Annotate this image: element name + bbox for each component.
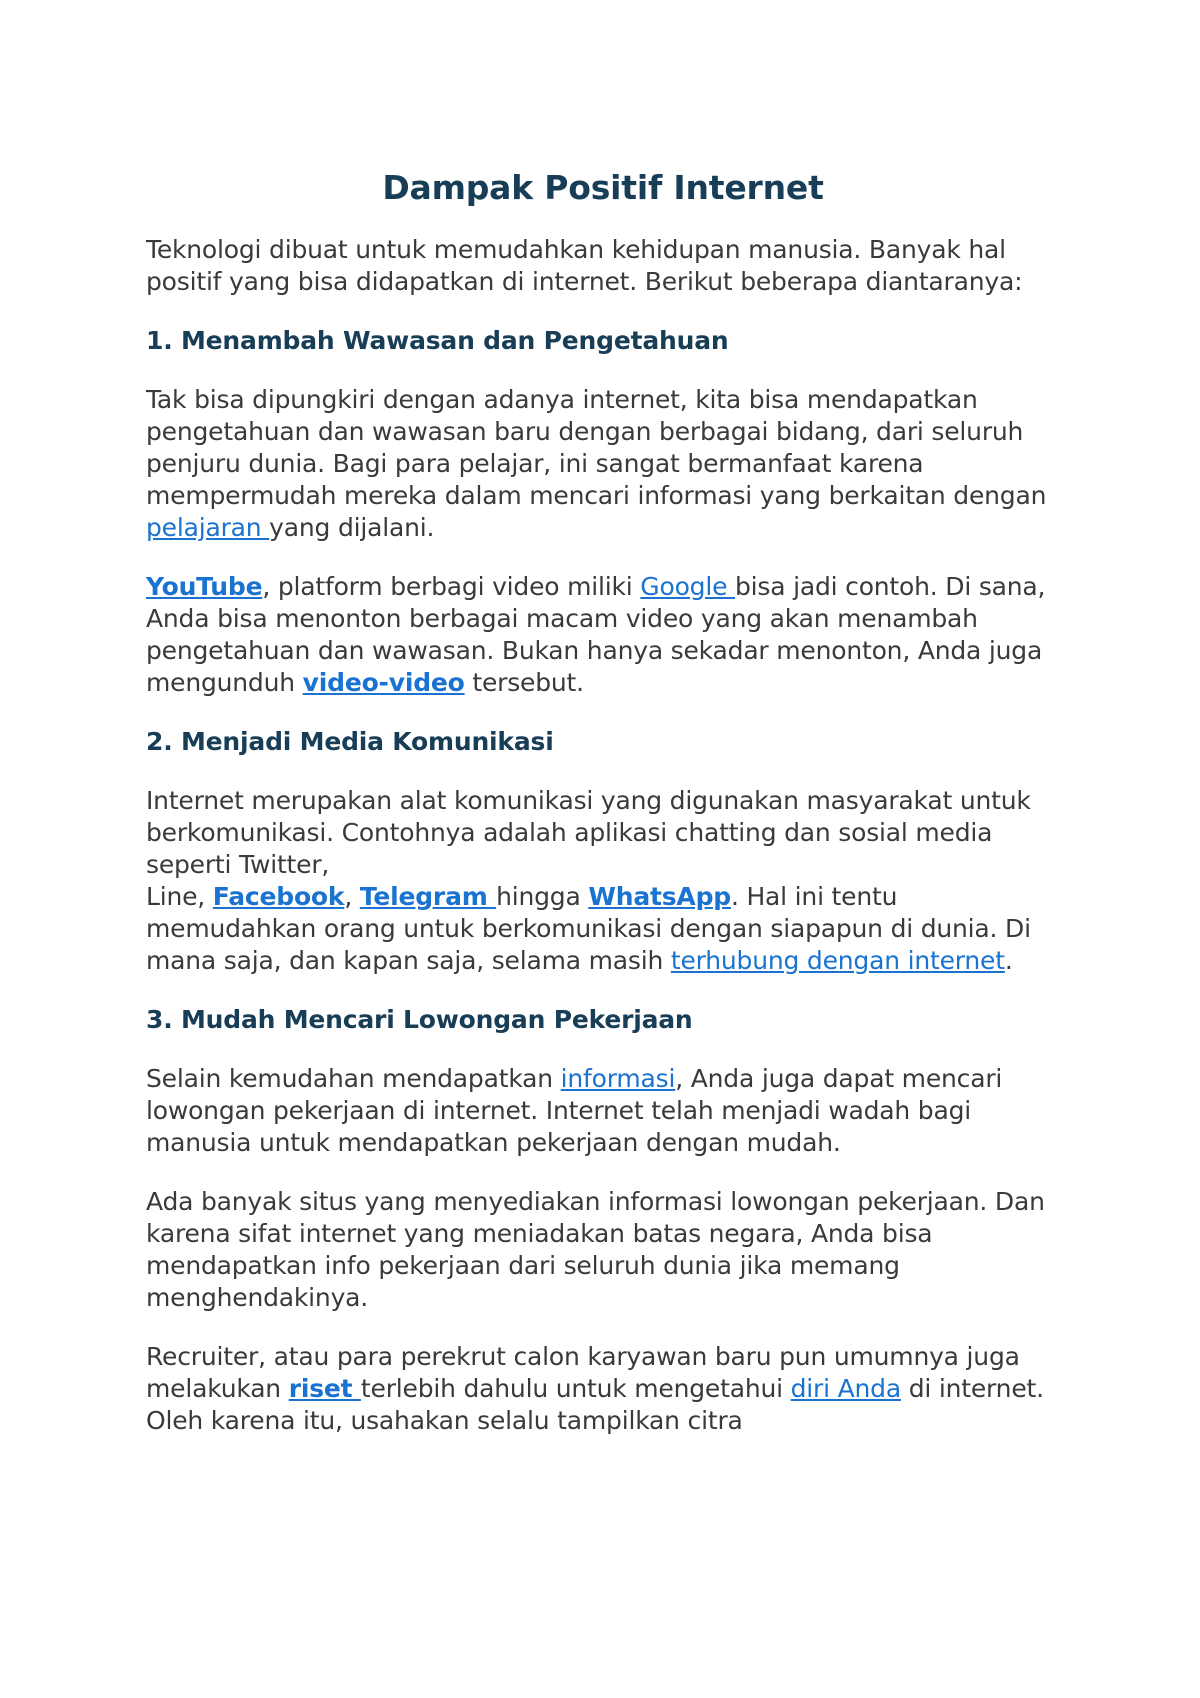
- text-span: di internet. Oleh karena itu, usahakan selalu tampilkan citra: [146, 1373, 1044, 1435]
- text-span: .: [1004, 945, 1013, 975]
- link-pelajaran[interactable]: pelajaran: [146, 512, 270, 542]
- section-3-heading: 3. Mudah Mencari Lowongan Pekerjaan: [146, 1004, 693, 1034]
- intro-paragraph: Teknologi dibuat untuk memudahkan kehidupan manusia. Banyak hal positif yang bisa didapatkan di internet. Berikut beberapa diantaranya:: [146, 234, 1023, 296]
- link-riset[interactable]: riset: [288, 1373, 361, 1403]
- text-span: , Anda juga dapat mencari lowongan pekerjaan di internet. Internet telah menjadi wadah bagi manusia untuk mendapatkan pekerjaan dengan mudah.: [146, 1063, 1003, 1157]
- text-span: Selain kemudahan mendapatkan: [146, 1063, 561, 1093]
- text-span: hingga: [496, 881, 589, 911]
- section-1-paragraph-2: [146, 571, 1060, 699]
- text-span: Tak bisa dipungkiri dengan adanya internet, kita bisa mendapatkan pengetahuan dan wawasan baru dengan berbagai bidang, dari seluruh penjuru dunia. Bagi para pelajar, ini sangat bermanfaat karena mempermudah mereka dalam mencari informasi yang berkaitan dengan: [146, 384, 1047, 510]
- link-terhubung-dengan-internet[interactable]: terhubung dengan internet: [670, 945, 1005, 975]
- link-youtube[interactable]: YouTube: [146, 571, 263, 601]
- link-whatsapp[interactable]: WhatsApp: [588, 881, 731, 911]
- text-span: terlebih dahulu untuk mengetahui: [360, 1373, 791, 1403]
- link-informasi[interactable]: informasi: [560, 1063, 676, 1093]
- text-span: bisa jadi contoh. Di sana, Anda bisa menonton berbagai macam video yang akan menambah pengetahuan dan wawasan. Bukan hanya sekadar menonton, Anda juga mengunduh: [146, 571, 1046, 697]
- text-span: ,: [344, 881, 360, 911]
- link-video-video[interactable]: video-video: [302, 667, 465, 697]
- link-telegram[interactable]: Telegram: [359, 881, 497, 911]
- text-span: , platform berbagi video miliki: [262, 571, 641, 601]
- link-facebook[interactable]: Facebook: [212, 881, 345, 911]
- section-2-paragraph-1: [146, 785, 1060, 977]
- text-span: Line,: [146, 881, 213, 911]
- section-2-heading: 2. Menjadi Media Komunikasi: [146, 726, 554, 756]
- document-title: Dampak Positif Internet: [382, 168, 824, 207]
- text-span: Internet merupakan alat komunikasi yang digunakan masyarakat untuk berkomunikasi. Contohnya adalah aplikasi chatting dan sosial media seperti Twitter,: [146, 785, 1031, 879]
- link-google[interactable]: Google: [640, 571, 736, 601]
- section-3-paragraph-1: [146, 1063, 1060, 1159]
- text-span: tersebut.: [464, 667, 584, 697]
- section-3-paragraph-2: Ada banyak situs yang menyediakan informasi lowongan pekerjaan. Dan karena sifat internet yang meniadakan batas negara, Anda bisa mendapatkan info pekerjaan dari seluruh dunia jika memang menghendakinya.: [146, 1186, 1045, 1312]
- link-diri-anda[interactable]: diri Anda: [790, 1373, 901, 1403]
- section-1-paragraph-1: [146, 384, 1060, 544]
- section-3-paragraph-3: [146, 1341, 1060, 1437]
- text-span: yang dijalani.: [269, 512, 435, 542]
- text-span: Recruiter, atau para perekrut calon karyawan baru pun umumnya juga melakukan: [146, 1341, 1020, 1403]
- section-1-heading: 1. Menambah Wawasan dan Pengetahuan: [146, 325, 729, 355]
- text-span: . Hal ini tentu memudahkan orang untuk berkomunikasi dengan siapapun di dunia. Di mana saja, dan kapan saja, selama masih: [146, 881, 1031, 975]
